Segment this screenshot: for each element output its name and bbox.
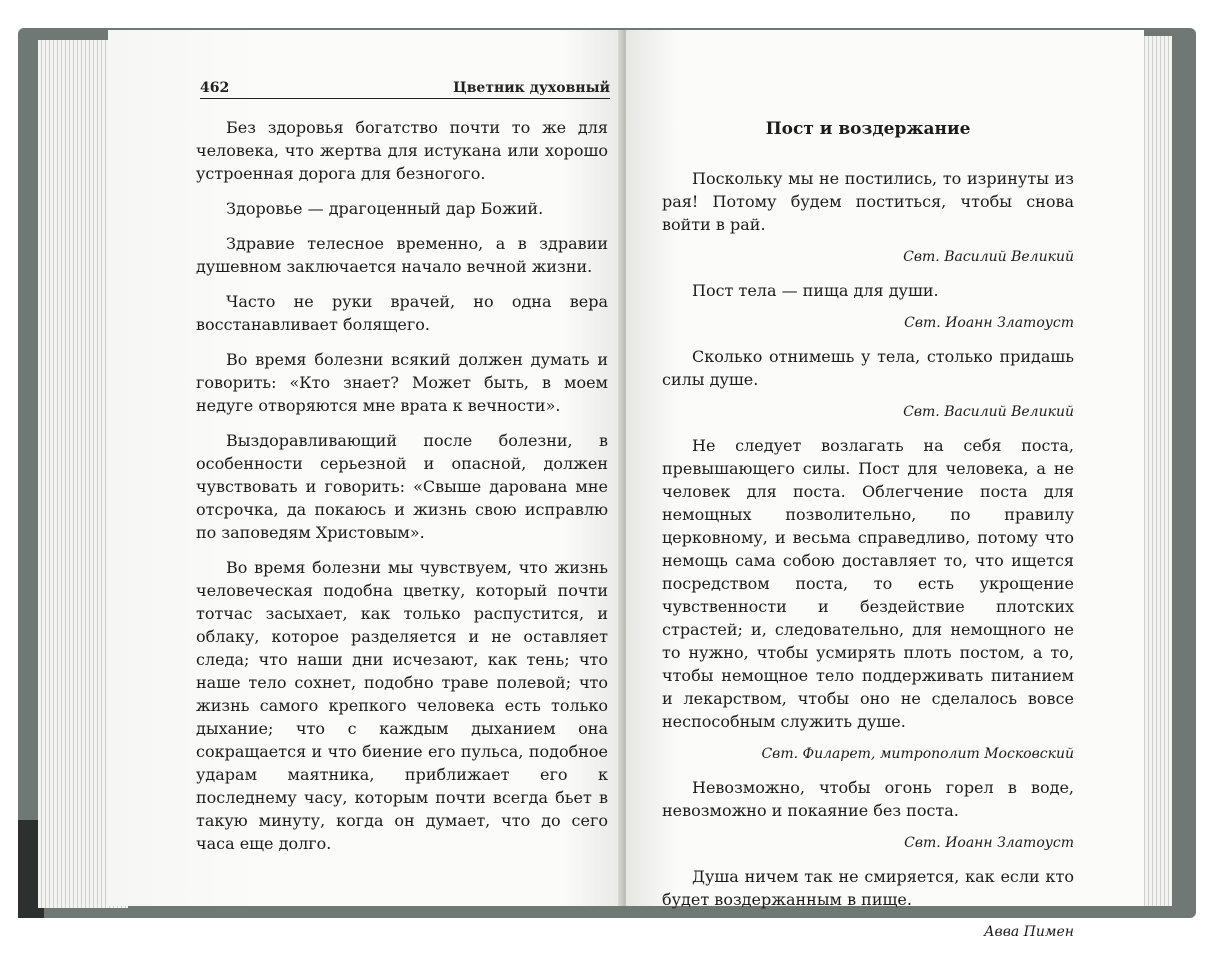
right-page <box>626 30 1144 940</box>
paragraph: Без здоровья богатство почти то же для человека, что жертва для истукана или хорошо устроенная дорога для безногого. <box>196 118 608 183</box>
paragraph: Во время болезни всякий должен думать и говорить: «Кто знает? Может быть, в моем недуге отворяются мне врата к вечности». <box>196 350 608 415</box>
section-title: Пост и воздержание <box>765 119 971 139</box>
quote-text: Поскольку мы не постились, то изринуты из рая! Потому будем поститься, чтобы снова войти в рай. <box>662 169 1074 234</box>
quote-author: Свт. Филарет, митрополит Московский <box>761 746 1074 762</box>
quote-author: Свт. Иоанн Златоуст <box>904 315 1074 331</box>
left-page <box>108 30 624 906</box>
quote-text: Душа ничем так не смиряется, как если кто будет воздержанным в пище. <box>662 867 1074 909</box>
quote-author: Свт. Василий Великий <box>903 404 1074 420</box>
paragraph: Здравие телесное временно, а в здравии душевном заключается начало вечной жизни. <box>196 234 608 276</box>
quote-text: Не следует возлагать на себя поста, превышающего силы. Пост для человека, а не человек для поста. Облегчение поста для немощных позволительно, по правилу церковному, и весьма справедливо, потому что немощь сама собою доставляет то, что ищется посредством поста, то есть укрощение чувственности и бездействие плотских страстей; и, следовательно, для немощного не то нужно, чтобы усмирять плоть постом, а то, чтобы немощное тело поддерживать питанием и лекарством, чтобы оно не сделалось вовсе неспособным служить душе. <box>662 436 1074 731</box>
right-page-body <box>662 118 1074 954</box>
quote-author: Свт. Василий Великий <box>903 249 1074 265</box>
quote-text: Невозможно, чтобы огонь горел в воде, невозможно и покаяние без поста. <box>662 778 1074 820</box>
page-number: 462 <box>200 80 230 96</box>
running-title: Цветник духовный <box>453 80 610 96</box>
quote-author: Свт. Иоанн Златоуст <box>904 835 1074 851</box>
left-page-body <box>196 116 608 867</box>
quote-text: Пост тела — пища для души. <box>692 281 939 300</box>
quote-author: Авва Пимен <box>983 924 1074 940</box>
paragraph: Часто не руки врачей, но одна вера восстанавливает болящего. <box>196 292 608 334</box>
quote-text: Сколько отнимешь у тела, столько придашь силы душе. <box>662 347 1074 389</box>
paragraph: Во время болезни мы чувствуем, что жизнь человеческая подобна цветку, который почти тотчас засыхает, как только распустится, и облаку, которое разделяется и не оставляет следа; что наши дни исчезают, как тень; что наше тело сохнет, подобно траве полевой; что жизнь самого крепкого человека есть только дыхание; что с каждым дыханием она сокращается и что биение его пульса, подобное ударам маятника, приближает его к последнему часу, которым почти всегда бьет в такую минуту, когда он думает, что до сего часа еще долго. <box>196 558 608 853</box>
paragraph: Выздоравливающий после болезни, в особенности серьезной и опасной, должен чувствовать и говорить: «Свыше дарована мне отсрочка, да покаюсь и жизнь свою исправлю по заповедям Христовым». <box>196 431 608 542</box>
running-header <box>200 78 610 99</box>
paragraph: Здоровье — драгоценный дар Божий. <box>226 199 544 218</box>
